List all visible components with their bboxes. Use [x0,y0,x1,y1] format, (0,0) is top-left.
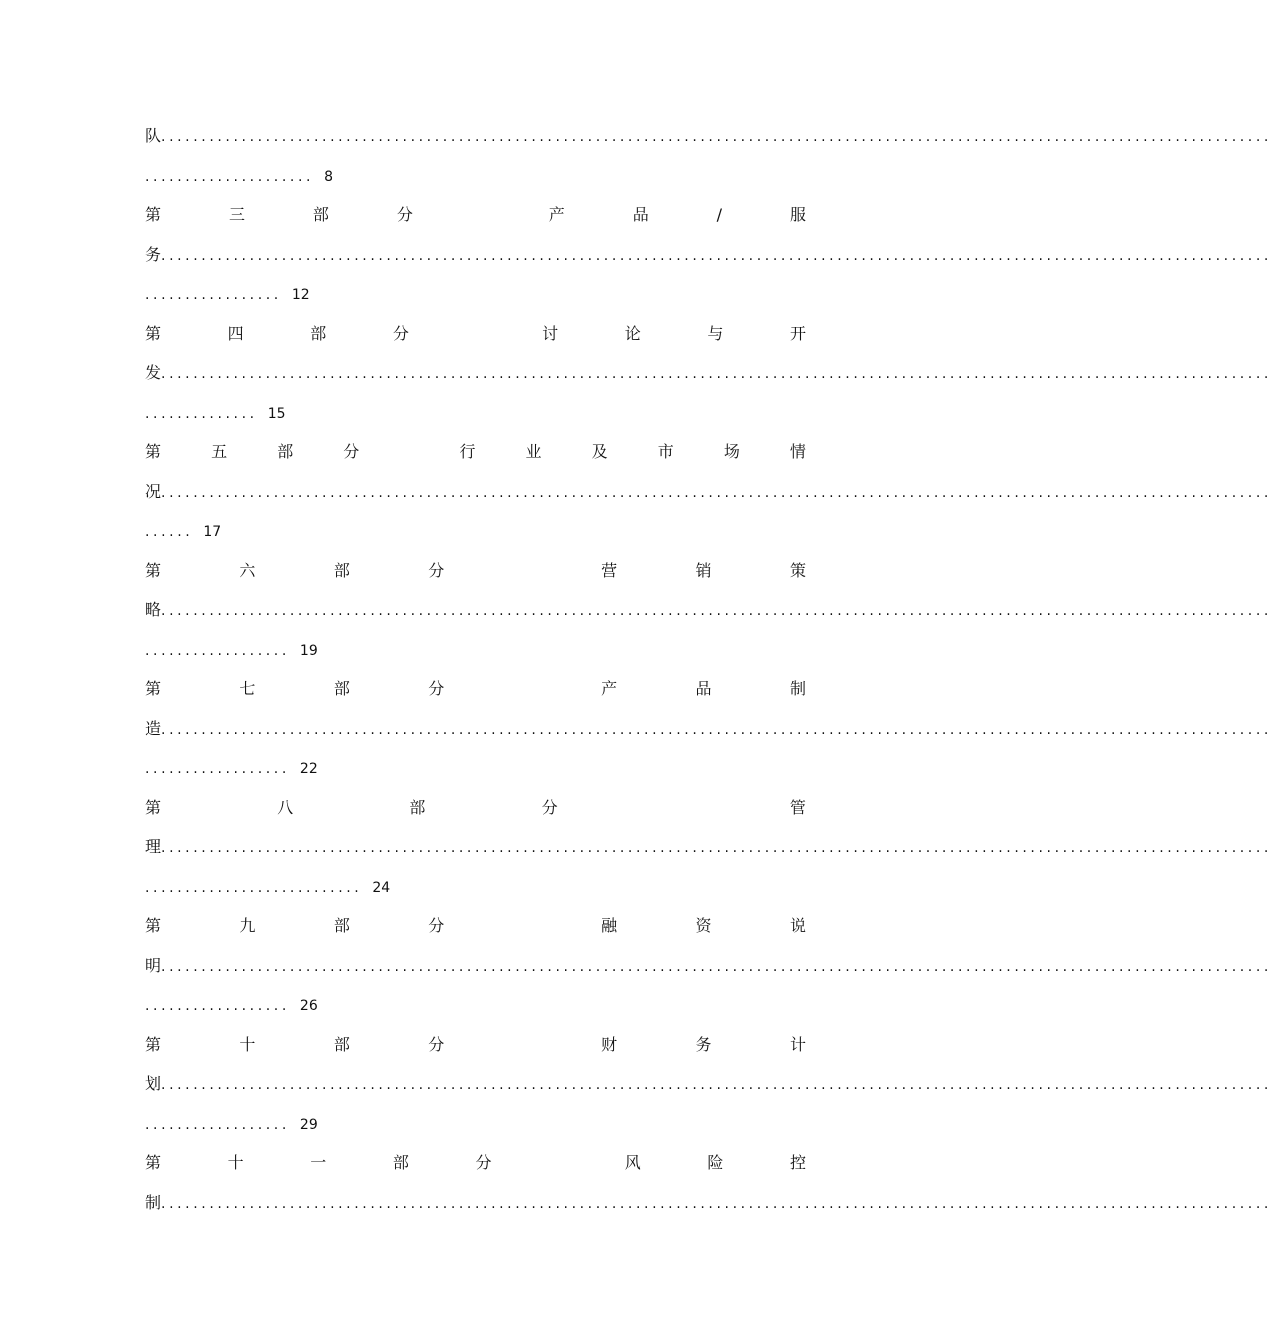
toc-heading-char: 制 [789,679,806,698]
toc-page-number[interactable]: 12 [291,287,310,303]
toc-continuation-char: 况 [145,481,162,501]
toc-heading-char: 部 [333,916,350,935]
toc-page-line [145,274,806,314]
toc-heading-char: 说 [789,916,806,935]
toc-page-number[interactable]: 29 [299,1116,318,1133]
toc-page-line [145,156,806,196]
toc-heading-char: 分 [392,323,409,343]
toc-heading-char: 行 [459,442,476,461]
toc-entry-heading[interactable] [145,1025,806,1065]
toc-leader-dots: .......................................................................................................................................... [161,958,1272,975]
toc-continuation-char: 造 [145,718,162,738]
toc-page-line [145,867,806,907]
toc-heading-char: 部 [310,323,327,343]
toc-heading-char: 场 [723,442,740,461]
toc-heading-char: 四 [227,323,244,343]
toc-page-line [145,511,806,551]
toc-page-number[interactable]: 26 [299,998,318,1014]
toc-leader-dots-short: .............. [145,405,258,422]
toc-leader-dots-short: ..................... [145,168,315,185]
toc-heading-char: 市 [657,442,674,461]
toc-heading-char: 风 [624,1153,641,1172]
toc-heading-char: 部 [312,205,329,224]
toc-leader-dots: .......................................................................................................................................... [161,1195,1272,1212]
toc-continuation-line [145,590,1272,630]
toc-heading-char: 及 [591,442,608,461]
toc-entry-heading[interactable] [145,195,806,235]
toc-leader-dots: .......................................................................................................................................... [161,366,1272,382]
toc-leader-dots-short: ...... [145,524,194,540]
toc-heading-char: 业 [525,442,542,461]
toc-continuation-char: 明 [145,955,162,975]
toc-heading-char: 十 [227,1153,244,1172]
toc-leader-dots-short: .................. [145,761,290,777]
toc-page-number[interactable]: 8 [324,168,333,185]
toc-continuation-char: 制 [145,1192,162,1212]
table-of-contents [145,116,1272,1222]
toc-heading-char: 第 [145,916,162,935]
toc-entry-heading[interactable] [145,551,806,591]
toc-heading-char: 控 [789,1153,806,1172]
toc-leader-dots: .......................................................................................................................................... [161,721,1272,738]
toc-heading-char: 务 [695,1034,712,1054]
toc-heading-char: 策 [789,560,806,580]
toc-page-number[interactable]: 15 [267,405,286,422]
toc-heading-char: 第 [145,1153,162,1172]
toc-heading-char: 分 [343,442,360,461]
toc-continuation-line [145,353,1272,393]
toc-heading-char: 与 [707,323,724,343]
toc-entry-heading[interactable] [145,314,806,354]
toc-heading-char: 分 [541,797,558,817]
toc-heading-char: 部 [333,1034,350,1054]
toc-page-number[interactable]: 24 [372,879,391,896]
toc-heading-char: 情 [789,442,806,461]
toc-heading-char: 六 [239,560,256,580]
toc-heading-char: 融 [601,916,618,935]
toc-leader-dots: .......................................................................................................................................... [161,1077,1272,1093]
toc-continuation-line [145,472,1272,512]
toc-page-number[interactable]: 17 [203,524,222,540]
toc-heading-char: 第 [145,323,162,343]
toc-heading-char: 一 [310,1153,327,1172]
toc-heading-char: 第 [145,560,162,580]
toc-heading-char: 管 [789,797,806,817]
toc-page-number[interactable]: 19 [299,642,318,659]
toc-leader-dots: .......................................................................................................................................... [161,484,1272,501]
toc-heading-char: 部 [333,560,350,580]
toc-continuation-line [145,1183,1272,1223]
toc-leader-dots-short: ................. [145,287,282,303]
toc-leader-dots-short: ........................... [145,879,363,896]
toc-continuation-line [145,116,1272,156]
toc-heading-char: 分 [428,679,445,698]
toc-page-number[interactable]: 22 [299,761,318,777]
toc-heading-char: 分 [396,205,413,224]
toc-continuation-char: 划 [145,1074,162,1093]
toc-heading-char: 险 [707,1153,724,1172]
toc-heading-char: 五 [211,442,228,461]
toc-continuation-line [145,235,1272,275]
toc-heading-char: 论 [624,323,641,343]
toc-heading-char: 第 [145,1034,162,1054]
toc-leader-dots-short: .................. [145,998,290,1014]
toc-entry-heading[interactable] [145,669,806,709]
toc-leader-dots-short: .................. [145,1116,290,1133]
toc-entry-heading[interactable] [145,432,806,472]
toc-leader-dots-short: .................. [145,642,290,659]
toc-heading-char: 讨 [542,323,559,343]
toc-heading-char: 第 [145,205,162,224]
toc-leader-dots: .......................................................................................................................................... [161,129,1272,145]
toc-heading-char: 第 [145,679,162,698]
toc-heading-char: 九 [239,916,256,935]
toc-heading-char: 品 [632,205,649,224]
toc-heading-char: 部 [333,679,350,698]
toc-leader-dots: .......................................................................................................................................... [161,603,1272,619]
toc-continuation-char: 队 [145,126,162,145]
toc-leader-dots: .......................................................................................................................................... [161,247,1272,264]
toc-page-line [145,748,806,788]
toc-heading-char: 部 [277,442,294,461]
toc-entry-heading[interactable] [145,788,806,828]
toc-entry-heading[interactable] [145,906,806,946]
toc-leader-dots: .......................................................................................................................................... [161,840,1272,856]
toc-heading-char: 产 [548,205,565,224]
toc-heading-char: 八 [277,797,294,817]
toc-heading-char: 第 [145,797,162,817]
toc-heading-char: 分 [475,1153,492,1172]
toc-continuation-char: 略 [145,600,162,619]
toc-continuation-char: 务 [145,244,162,264]
toc-heading-char: 计 [789,1034,806,1054]
toc-heading-char: 分 [428,916,445,935]
toc-heading-char: 品 [695,679,712,698]
toc-heading-char: 财 [601,1034,618,1054]
toc-continuation-line [145,827,1272,867]
toc-page-line [145,630,806,670]
toc-page-line [145,393,806,433]
toc-continuation-char: 发 [145,363,162,382]
toc-heading-char: 七 [239,679,256,698]
toc-heading-char: 产 [601,679,618,698]
toc-continuation-line [145,1064,1272,1104]
toc-heading-char: 销 [695,560,712,580]
toc-heading-char: 部 [409,797,426,817]
toc-heading-char: 分 [428,560,445,580]
toc-page-line [145,1104,806,1144]
toc-heading-char: 服 [789,205,806,224]
toc-continuation-line [145,709,1272,749]
toc-page-line [145,985,806,1025]
toc-continuation-line [145,946,1272,986]
toc-heading-char: 营 [601,560,618,580]
toc-heading-char: 资 [695,916,712,935]
toc-heading-char: 开 [789,323,806,343]
toc-heading-char: 十 [239,1034,256,1054]
toc-heading-char: 三 [228,205,245,224]
toc-heading-char: 分 [428,1034,445,1054]
toc-heading-char: 第 [145,442,162,461]
toc-heading-char: / [716,205,723,224]
toc-continuation-char: 理 [145,837,162,856]
toc-heading-char: 部 [392,1153,409,1172]
toc-entry-heading[interactable] [145,1143,806,1183]
